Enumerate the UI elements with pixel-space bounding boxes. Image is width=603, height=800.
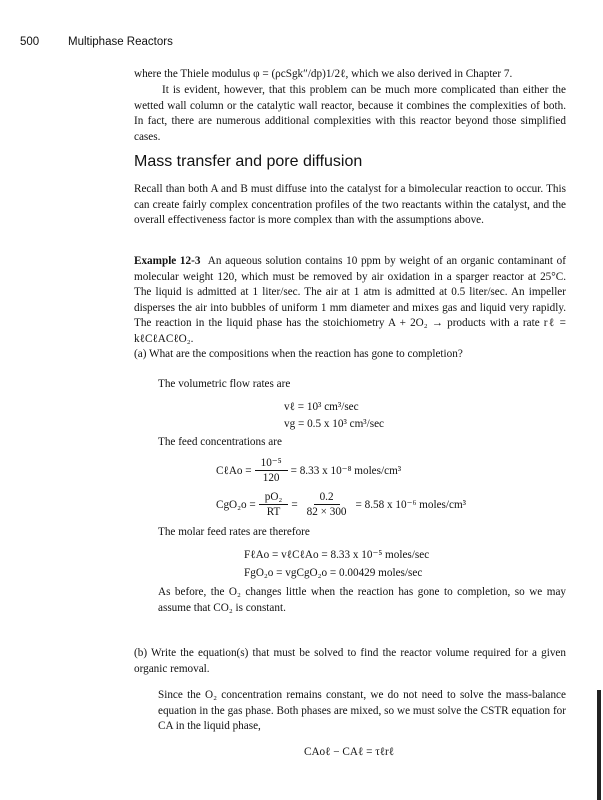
conc-o2-lhs: CgO₂o = — [216, 498, 256, 511]
example-label: Example 12-3 — [134, 255, 201, 267]
conc-a-equation — [216, 456, 401, 485]
conc-o2-numerator-2: 0.2 — [314, 490, 340, 505]
conc-o2-numerator-1: pO₂ — [259, 490, 289, 505]
molar-intro: The molar feed rates are therefore — [158, 526, 310, 538]
thiele-line: where the Thiele modulus φ = (ρcSgk″/dp)1/2ℓ, which we also derived in Chapter 7. — [134, 68, 513, 80]
flow-gas-equation: vg = 0.5 x 10³ cm³/sec — [284, 418, 385, 430]
example-paragraph — [134, 254, 566, 347]
flow-liquid-equation: vℓ = 10³ cm³/sec — [284, 401, 359, 413]
example-text: An aqueous solution contains 10 ppm by weight of an organic contaminant of molecular weight 120, which must be removed by air oxidation in a sparger reactor at 25°C. The liquid is admitted at 1 liter/sec. The air at 1 atm is admitted at 0.5 liter/sec. An impeller disperses the air into bubbles of uniform 1 mm diameter and mixes gas and liquid very rapidly. The reaction in the liquid phase has the stoichiometry A + 2O₂ → products with a rate rℓ = kℓCℓACℓO₂. — [134, 255, 566, 345]
conc-o2-denominator-1: RT — [266, 506, 281, 518]
molar-o2-equation: FgO₂o = vgCgO₂o = 0.00429 moles/sec — [244, 567, 423, 579]
conc-o2-equation — [216, 490, 466, 519]
assumption-paragraph: As before, the O₂ changes little when the reaction has gone to completion, so we may assume that CO₂ is constant. — [158, 586, 566, 614]
conc-a-lhs: CℓAo = — [216, 464, 252, 477]
section-paragraph: Recall than both A and B must diffuse into the catalyst for a bimolecular reaction to occur. This can create fairly complex concentration profiles of the two reactants within the catalyst, and the overall effectiveness factor is more complex than with the assumptions above. — [134, 183, 566, 226]
page-number: 500 — [20, 36, 40, 48]
intro-paragraph: It is evident, however, that this problem can be much more complicated than either the wetted wall column or the catalytic wall reactor, because it combines the complexities of both. In fact, there are numerous additional complexities with this reactor beyond those simplified cases. — [134, 84, 566, 143]
since-paragraph: Since the O₂ concentration remains constant, we do not need to solve the mass-balance equation in the gas phase. Both phases are mixed, so we must solve the CSTR equation for CA in the liquid phase, — [158, 689, 566, 732]
final-equation: CAoℓ − CAℓ = τℓrℓ — [304, 746, 395, 758]
conc-o2-fraction-1 — [259, 490, 289, 519]
conc-a-numerator: 10⁻⁵ — [255, 456, 288, 471]
page-edge-mark — [597, 690, 601, 800]
feed-intro: The feed concentrations are — [158, 436, 282, 448]
conc-o2-denominator-2: 82 × 300 — [306, 506, 347, 518]
conc-o2-rhs: = 8.58 x 10⁻⁶ moles/cm³ — [355, 499, 467, 511]
part-b-question: (b) Write the equation(s) that must be solved to find the reactor volume required for a given organic removal. — [134, 647, 566, 675]
part-a-question: (a) What are the compositions when the reaction has gone to completion? — [134, 348, 463, 360]
conc-a-denominator: 120 — [262, 472, 280, 484]
conc-o2-mid: = — [291, 498, 298, 511]
molar-a-equation: FℓAo = vℓCℓAo = 8.33 x 10⁻⁵ moles/sec — [244, 549, 430, 561]
conc-o2-fraction-2 — [301, 490, 353, 519]
conc-a-rhs: = 8.33 x 10⁻⁸ moles/cm³ — [290, 465, 402, 477]
section-title: Mass transfer and pore diffusion — [134, 153, 363, 170]
flow-intro: The volumetric flow rates are — [158, 378, 291, 390]
running-title: Multiphase Reactors — [68, 36, 173, 48]
conc-a-fraction — [255, 456, 288, 485]
